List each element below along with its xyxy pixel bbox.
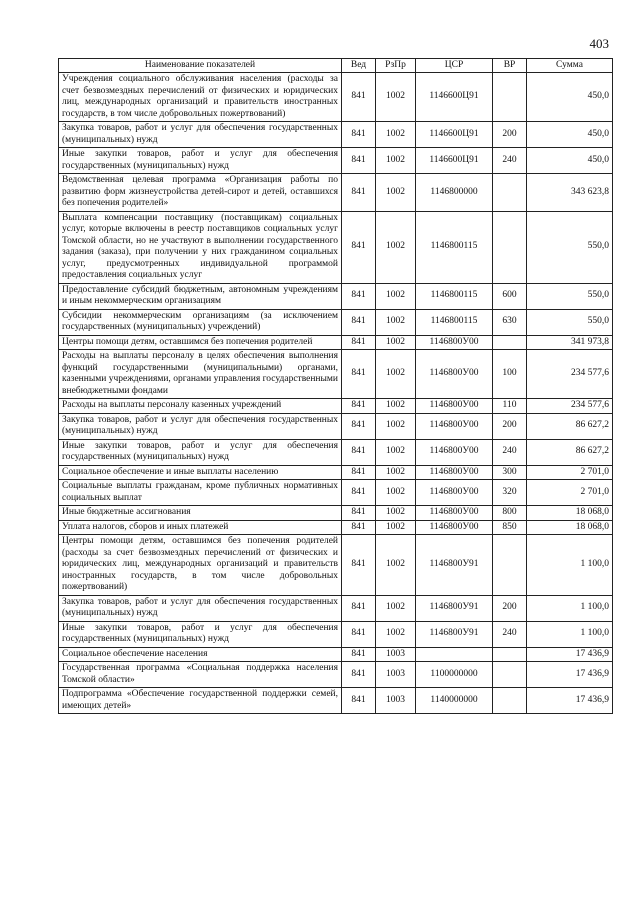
cell-vr (493, 174, 527, 212)
cell-vr: 200 (493, 413, 527, 439)
cell-sum: 17 436,9 (527, 662, 613, 688)
cell-name: Расходы на выплаты персоналу в целях обеспечения выполнения функций государственными (муниципальными) органами, казенными учреждениями, органами управления государственными внебюджетными фондами (59, 350, 342, 399)
cell-rzpr: 1002 (376, 148, 416, 174)
cell-rzpr: 1002 (376, 595, 416, 621)
cell-sum: 17 436,9 (527, 688, 613, 714)
cell-name: Выплата компенсации поставщику (поставщикам) социальных услуг, которые включены в реестр поставщиков социальных услуг Томской области, но не участвуют в выполнении государственного задания (заказа), при получении у них гражданином социальных услуг, предусмотренных индивидуальной программой предоставления социальных услуг (59, 211, 342, 283)
cell-csr: 1146800У00 (416, 480, 493, 506)
cell-rzpr: 1002 (376, 335, 416, 350)
cell-name: Предоставление субсидий бюджетным, автономным учреждениям и иным некоммерческим организациям (59, 283, 342, 309)
cell-csr: 1146800У00 (416, 439, 493, 465)
cell-csr: 1146800115 (416, 309, 493, 335)
cell-ved: 841 (342, 688, 376, 714)
cell-name: Центры помощи детям, оставшимся без попечения родителей (расходы за счет безвозмездных перечислений от физических и юридических лиц, международных организаций и правительств иностранных государств, в том числе добровольных пожертвований) (59, 535, 342, 596)
header-sum: Сумма (527, 59, 613, 73)
cell-sum: 550,0 (527, 211, 613, 283)
cell-rzpr: 1003 (376, 688, 416, 714)
cell-ved: 841 (342, 465, 376, 480)
table-row (59, 174, 613, 212)
cell-rzpr: 1002 (376, 399, 416, 414)
table-row (59, 335, 613, 350)
table-row (59, 595, 613, 621)
table-row (59, 621, 613, 647)
cell-vr: 800 (493, 506, 527, 521)
cell-ved: 841 (342, 621, 376, 647)
cell-csr: 1146800115 (416, 283, 493, 309)
cell-name: Социальное обеспечение населения (59, 647, 342, 662)
cell-csr: 1146600Ц91 (416, 122, 493, 148)
cell-vr (493, 335, 527, 350)
cell-vr (493, 211, 527, 283)
cell-name: Иные закупки товаров, работ и услуг для обеспечения государственных (муниципальных) нужд (59, 148, 342, 174)
cell-rzpr: 1002 (376, 309, 416, 335)
cell-csr: 1146800У00 (416, 520, 493, 535)
cell-rzpr: 1002 (376, 122, 416, 148)
cell-vr: 320 (493, 480, 527, 506)
cell-ved: 841 (342, 73, 376, 122)
cell-vr (493, 688, 527, 714)
cell-name: Ведомственная целевая программа «Организация работы по развитию форм жизнеустройства детей-сирот и детей, оставшихся без попечения родителей» (59, 174, 342, 212)
cell-sum: 17 436,9 (527, 647, 613, 662)
cell-vr (493, 73, 527, 122)
cell-ved: 841 (342, 122, 376, 148)
cell-name: Расходы на выплаты персоналу казенных учреждений (59, 399, 342, 414)
cell-vr: 100 (493, 350, 527, 399)
cell-csr: 1146600Ц91 (416, 148, 493, 174)
cell-vr (493, 535, 527, 596)
cell-name: Иные закупки товаров, работ и услуг для обеспечения государственных (муниципальных) нужд (59, 439, 342, 465)
table-row (59, 439, 613, 465)
cell-sum: 450,0 (527, 73, 613, 122)
table-row (59, 688, 613, 714)
table-row (59, 535, 613, 596)
cell-csr: 1146800115 (416, 211, 493, 283)
cell-csr: 1146800У91 (416, 535, 493, 596)
cell-rzpr: 1002 (376, 174, 416, 212)
cell-ved: 841 (342, 647, 376, 662)
table-row (59, 506, 613, 521)
cell-vr: 240 (493, 621, 527, 647)
cell-name: Уплата налогов, сборов и иных платежей (59, 520, 342, 535)
cell-vr: 110 (493, 399, 527, 414)
cell-name: Государственная программа «Социальная поддержка населения Томской области» (59, 662, 342, 688)
cell-sum: 550,0 (527, 283, 613, 309)
table-row (59, 122, 613, 148)
table-row (59, 662, 613, 688)
cell-name: Иные бюджетные ассигнования (59, 506, 342, 521)
table-header-row (59, 59, 613, 73)
cell-vr: 200 (493, 122, 527, 148)
table-row (59, 480, 613, 506)
cell-name: Социальное обеспечение и иные выплаты населению (59, 465, 342, 480)
cell-sum: 550,0 (527, 309, 613, 335)
cell-ved: 841 (342, 535, 376, 596)
cell-ved: 841 (342, 662, 376, 688)
cell-rzpr: 1002 (376, 439, 416, 465)
cell-rzpr: 1002 (376, 283, 416, 309)
cell-rzpr: 1002 (376, 211, 416, 283)
header-vr: ВР (493, 59, 527, 73)
cell-rzpr: 1002 (376, 506, 416, 521)
cell-name: Закупка товаров, работ и услуг для обеспечения государственных (муниципальных) нужд (59, 413, 342, 439)
cell-ved: 841 (342, 480, 376, 506)
table-row (59, 413, 613, 439)
cell-name: Субсидии некоммерческим организациям (за исключением государственных (муниципальных) учреждений) (59, 309, 342, 335)
cell-vr (493, 647, 527, 662)
cell-rzpr: 1003 (376, 647, 416, 662)
cell-sum: 1 100,0 (527, 595, 613, 621)
cell-sum: 86 627,2 (527, 439, 613, 465)
cell-ved: 841 (342, 506, 376, 521)
cell-vr: 850 (493, 520, 527, 535)
table-row (59, 283, 613, 309)
cell-rzpr: 1002 (376, 480, 416, 506)
cell-sum: 341 973,8 (527, 335, 613, 350)
cell-rzpr: 1003 (376, 662, 416, 688)
cell-sum: 1 100,0 (527, 621, 613, 647)
header-csr: ЦСР (416, 59, 493, 73)
cell-csr: 1146800У00 (416, 413, 493, 439)
cell-vr: 240 (493, 148, 527, 174)
cell-csr: 1146800У91 (416, 621, 493, 647)
cell-ved: 841 (342, 283, 376, 309)
cell-csr: 1146800У00 (416, 335, 493, 350)
cell-sum: 86 627,2 (527, 413, 613, 439)
cell-name: Социальные выплаты гражданам, кроме публичных нормативных социальных выплат (59, 480, 342, 506)
cell-ved: 841 (342, 413, 376, 439)
cell-ved: 841 (342, 350, 376, 399)
cell-ved: 841 (342, 309, 376, 335)
cell-name: Учреждения социального обслуживания населения (расходы за счет безвозмездных перечислений от физических и юридических лиц, международных организаций и правительств иностранных государств, в том числе добровольных пожертвований) (59, 73, 342, 122)
cell-ved: 841 (342, 174, 376, 212)
cell-vr: 200 (493, 595, 527, 621)
cell-rzpr: 1002 (376, 621, 416, 647)
cell-csr: 1146800У00 (416, 506, 493, 521)
cell-csr: 1146800У00 (416, 350, 493, 399)
page-number: 403 (589, 36, 609, 51)
table-row (59, 399, 613, 414)
cell-csr: 1100000000 (416, 662, 493, 688)
cell-ved: 841 (342, 595, 376, 621)
cell-rzpr: 1002 (376, 73, 416, 122)
cell-rzpr: 1002 (376, 465, 416, 480)
cell-csr: 1146800У00 (416, 465, 493, 480)
cell-vr: 630 (493, 309, 527, 335)
cell-csr: 1146800У00 (416, 399, 493, 414)
cell-sum: 450,0 (527, 122, 613, 148)
cell-ved: 841 (342, 520, 376, 535)
cell-sum: 2 701,0 (527, 480, 613, 506)
cell-csr: 1146800У91 (416, 595, 493, 621)
table-row (59, 350, 613, 399)
table-row (59, 211, 613, 283)
cell-ved: 841 (342, 335, 376, 350)
cell-name: Иные закупки товаров, работ и услуг для обеспечения государственных (муниципальных) нужд (59, 621, 342, 647)
cell-sum: 1 100,0 (527, 535, 613, 596)
table-row (59, 520, 613, 535)
cell-name: Закупка товаров, работ и услуг для обеспечения государственных (муниципальных) нужд (59, 122, 342, 148)
cell-vr: 600 (493, 283, 527, 309)
cell-sum: 18 068,0 (527, 520, 613, 535)
cell-rzpr: 1002 (376, 413, 416, 439)
table-row (59, 647, 613, 662)
cell-csr: 1146800000 (416, 174, 493, 212)
cell-name: Подпрограмма «Обеспечение государственной поддержки семей, имеющих детей» (59, 688, 342, 714)
cell-rzpr: 1002 (376, 350, 416, 399)
cell-sum: 343 623,8 (527, 174, 613, 212)
cell-ved: 841 (342, 148, 376, 174)
cell-ved: 841 (342, 399, 376, 414)
cell-sum: 450,0 (527, 148, 613, 174)
cell-ved: 841 (342, 439, 376, 465)
header-rzpr: РзПр (376, 59, 416, 73)
header-ved: Вед (342, 59, 376, 73)
cell-csr (416, 647, 493, 662)
cell-csr: 1140000000 (416, 688, 493, 714)
cell-csr: 1146600Ц91 (416, 73, 493, 122)
cell-rzpr: 1002 (376, 520, 416, 535)
table-row (59, 465, 613, 480)
table-row (59, 148, 613, 174)
cell-ved: 841 (342, 211, 376, 283)
cell-sum: 2 701,0 (527, 465, 613, 480)
table-row (59, 309, 613, 335)
cell-sum: 234 577,6 (527, 350, 613, 399)
cell-rzpr: 1002 (376, 535, 416, 596)
table-row (59, 73, 613, 122)
cell-vr: 240 (493, 439, 527, 465)
cell-sum: 234 577,6 (527, 399, 613, 414)
cell-name: Центры помощи детям, оставшимся без попечения родителей (59, 335, 342, 350)
cell-sum: 18 068,0 (527, 506, 613, 521)
header-name: Наименование показателей (59, 59, 342, 73)
cell-vr (493, 662, 527, 688)
budget-table (58, 58, 613, 714)
cell-vr: 300 (493, 465, 527, 480)
cell-name: Закупка товаров, работ и услуг для обеспечения государственных (муниципальных) нужд (59, 595, 342, 621)
